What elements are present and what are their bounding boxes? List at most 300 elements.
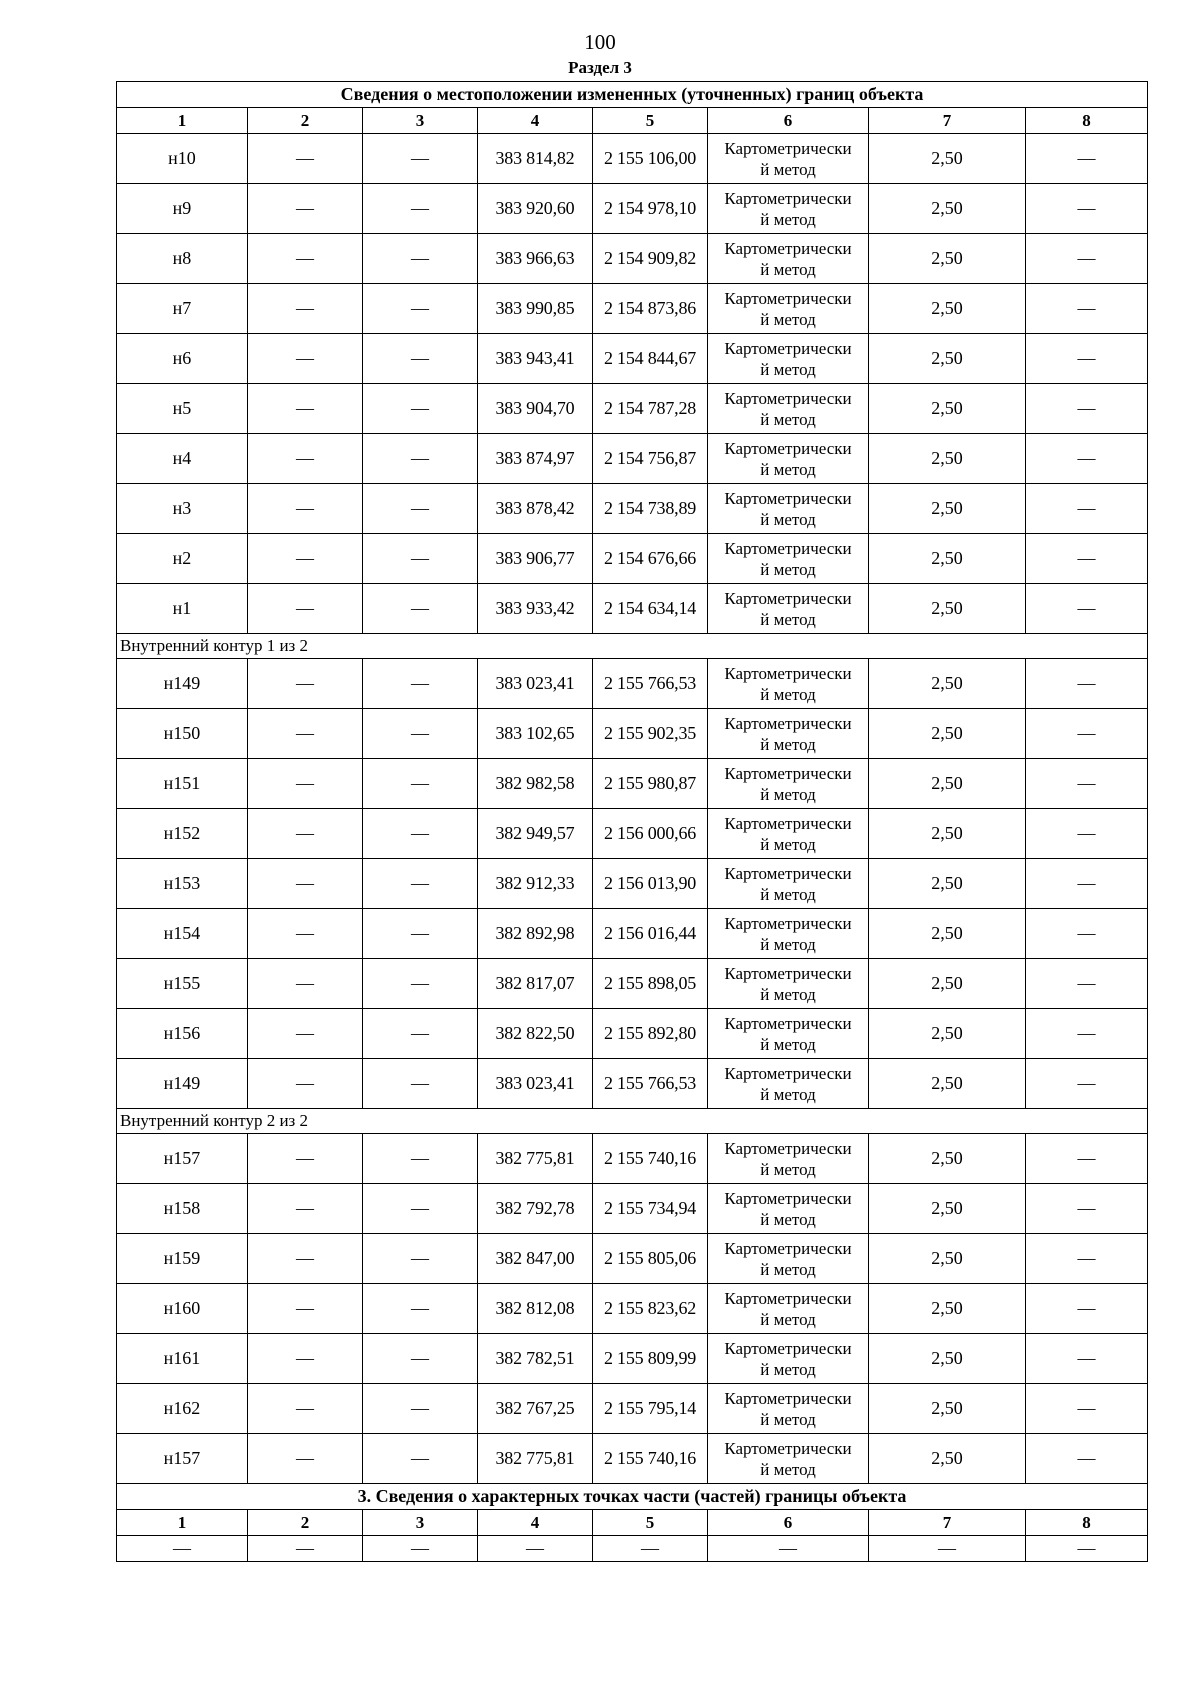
- method-line1: Картометрически: [724, 1063, 852, 1083]
- method-line2: й метод: [760, 884, 816, 904]
- coord-x: 383 023,41: [478, 1059, 593, 1109]
- coord-x: 383 904,70: [478, 384, 593, 434]
- cell-col8: —: [1026, 909, 1148, 959]
- cell-col3: —: [363, 484, 478, 534]
- cell-col3: —: [363, 1009, 478, 1059]
- coord-y: 2 154 676,66: [593, 534, 708, 584]
- cell-col2: —: [248, 434, 363, 484]
- method-line1: Картометрически: [724, 863, 852, 883]
- section2-title: 3. Сведения о характерных точках части (частей) границы объекта: [117, 1484, 1148, 1510]
- point-name: н152: [117, 809, 248, 859]
- cell-col3: —: [363, 1334, 478, 1384]
- table-row: [117, 1334, 1148, 1384]
- accuracy: 2,50: [869, 809, 1026, 859]
- cell-col8: —: [1026, 384, 1148, 434]
- column-number: 4: [478, 1510, 593, 1536]
- table-row: [117, 659, 1148, 709]
- cell-col2: —: [248, 709, 363, 759]
- method-cell: [708, 534, 869, 584]
- coord-x: 383 023,41: [478, 659, 593, 709]
- cell-col8: —: [1026, 1184, 1148, 1234]
- accuracy: 2,50: [869, 284, 1026, 334]
- cell-col8: —: [1026, 1009, 1148, 1059]
- cell-col2: —: [248, 534, 363, 584]
- method-line2: й метод: [760, 509, 816, 529]
- method-line1: Картометрически: [724, 488, 852, 508]
- table-row: [117, 959, 1148, 1009]
- coord-x: 383 933,42: [478, 584, 593, 634]
- coord-x: 382 822,50: [478, 1009, 593, 1059]
- coord-y: 2 155 805,06: [593, 1234, 708, 1284]
- point-name: н9: [117, 184, 248, 234]
- coord-x: 382 775,81: [478, 1134, 593, 1184]
- coord-x: 382 892,98: [478, 909, 593, 959]
- empty-cell: —: [869, 1536, 1026, 1562]
- accuracy: 2,50: [869, 909, 1026, 959]
- point-name: н158: [117, 1184, 248, 1234]
- coord-x: 382 767,25: [478, 1384, 593, 1434]
- cell-col3: —: [363, 384, 478, 434]
- method-cell: [708, 484, 869, 534]
- method-cell: [708, 284, 869, 334]
- method-line1: Картометрически: [724, 338, 852, 358]
- cell-col3: —: [363, 709, 478, 759]
- method-line2: й метод: [760, 209, 816, 229]
- method-line1: Картометрически: [724, 188, 852, 208]
- column-number: 5: [593, 108, 708, 134]
- accuracy: 2,50: [869, 384, 1026, 434]
- cell-col3: —: [363, 1434, 478, 1484]
- empty-cell: —: [708, 1536, 869, 1562]
- cell-col2: —: [248, 1384, 363, 1434]
- accuracy: 2,50: [869, 709, 1026, 759]
- accuracy: 2,50: [869, 134, 1026, 184]
- table-row: [117, 534, 1148, 584]
- table-row: [117, 1059, 1148, 1109]
- point-name: н156: [117, 1009, 248, 1059]
- cell-col3: —: [363, 1059, 478, 1109]
- coord-x: 383 814,82: [478, 134, 593, 184]
- table-row: [117, 284, 1148, 334]
- cell-col8: —: [1026, 334, 1148, 384]
- coord-y: 2 155 766,53: [593, 659, 708, 709]
- cell-col2: —: [248, 1134, 363, 1184]
- coord-y: 2 155 740,16: [593, 1434, 708, 1484]
- method-cell: [708, 1184, 869, 1234]
- coord-y: 2 155 809,99: [593, 1334, 708, 1384]
- table-row: [117, 134, 1148, 184]
- method-line1: Картометрически: [724, 1013, 852, 1033]
- cell-col8: —: [1026, 584, 1148, 634]
- method-line1: Картометрически: [724, 813, 852, 833]
- accuracy: 2,50: [869, 1234, 1026, 1284]
- method-line2: й метод: [760, 984, 816, 1004]
- contour-label: Внутренний контур 2 из 2: [117, 1109, 1148, 1134]
- method-line2: й метод: [760, 834, 816, 854]
- cell-col3: —: [363, 584, 478, 634]
- table-row: [117, 1384, 1148, 1434]
- cell-col2: —: [248, 659, 363, 709]
- method-line1: Картометрически: [724, 1238, 852, 1258]
- table-row: [117, 859, 1148, 909]
- method-line1: Картометрически: [724, 1388, 852, 1408]
- cell-col8: —: [1026, 234, 1148, 284]
- column-number-row: [117, 108, 1148, 134]
- cell-col2: —: [248, 909, 363, 959]
- cell-col3: —: [363, 1234, 478, 1284]
- coord-x: 383 906,77: [478, 534, 593, 584]
- coord-y: 2 154 634,14: [593, 584, 708, 634]
- cell-col2: —: [248, 759, 363, 809]
- cell-col3: —: [363, 809, 478, 859]
- method-cell: [708, 1384, 869, 1434]
- method-cell: [708, 709, 869, 759]
- coord-y: 2 155 734,94: [593, 1184, 708, 1234]
- cell-col3: —: [363, 184, 478, 234]
- accuracy: 2,50: [869, 1384, 1026, 1434]
- empty-cell: —: [363, 1536, 478, 1562]
- coord-y: 2 155 898,05: [593, 959, 708, 1009]
- point-name: н1: [117, 584, 248, 634]
- cell-col2: —: [248, 1234, 363, 1284]
- point-name: н154: [117, 909, 248, 959]
- coord-x: 383 920,60: [478, 184, 593, 234]
- method-cell: [708, 959, 869, 1009]
- method-cell: [708, 659, 869, 709]
- column-number: 8: [1026, 1510, 1148, 1536]
- cell-col3: —: [363, 534, 478, 584]
- accuracy: 2,50: [869, 184, 1026, 234]
- cell-col2: —: [248, 1434, 363, 1484]
- method-line1: Картометрически: [724, 288, 852, 308]
- table-row: [117, 1134, 1148, 1184]
- table-row: [117, 809, 1148, 859]
- accuracy: 2,50: [869, 659, 1026, 709]
- table-row: [117, 1009, 1148, 1059]
- coord-x: 382 812,08: [478, 1284, 593, 1334]
- point-name: н8: [117, 234, 248, 284]
- table-row: [117, 334, 1148, 384]
- coord-x: 382 847,00: [478, 1234, 593, 1284]
- page-number: 100: [584, 30, 616, 54]
- cell-col2: —: [248, 1184, 363, 1234]
- method-cell: [708, 1334, 869, 1384]
- accuracy: 2,50: [869, 959, 1026, 1009]
- method-cell: [708, 1009, 869, 1059]
- method-line2: й метод: [760, 159, 816, 179]
- point-name: н6: [117, 334, 248, 384]
- method-cell: [708, 234, 869, 284]
- cell-col3: —: [363, 1284, 478, 1334]
- method-cell: [708, 1434, 869, 1484]
- cell-col8: —: [1026, 659, 1148, 709]
- method-line2: й метод: [760, 1084, 816, 1104]
- boundary-table: [116, 81, 1148, 1562]
- empty-cell: —: [117, 1536, 248, 1562]
- section2-column-number-row: [117, 1510, 1148, 1536]
- coord-y: 2 154 844,67: [593, 334, 708, 384]
- cell-col8: —: [1026, 284, 1148, 334]
- method-line1: Картометрически: [724, 713, 852, 733]
- cell-col2: —: [248, 859, 363, 909]
- coord-x: 383 990,85: [478, 284, 593, 334]
- method-cell: [708, 1234, 869, 1284]
- method-line1: Картометрически: [724, 763, 852, 783]
- coord-x: 383 878,42: [478, 484, 593, 534]
- cell-col3: —: [363, 959, 478, 1009]
- accuracy: 2,50: [869, 1009, 1026, 1059]
- point-name: н149: [117, 659, 248, 709]
- coord-y: 2 155 766,53: [593, 1059, 708, 1109]
- column-number: 8: [1026, 108, 1148, 134]
- point-name: н162: [117, 1384, 248, 1434]
- table-row: [117, 234, 1148, 284]
- accuracy: 2,50: [869, 1059, 1026, 1109]
- empty-cell: —: [1026, 1536, 1148, 1562]
- point-name: н161: [117, 1334, 248, 1384]
- cell-col8: —: [1026, 1384, 1148, 1434]
- point-name: н3: [117, 484, 248, 534]
- method-line2: й метод: [760, 1409, 816, 1429]
- method-cell: [708, 184, 869, 234]
- coord-x: 382 982,58: [478, 759, 593, 809]
- method-cell: [708, 1134, 869, 1184]
- table-row: [117, 759, 1148, 809]
- table-row: [117, 184, 1148, 234]
- coord-y: 2 155 902,35: [593, 709, 708, 759]
- coord-y: 2 154 978,10: [593, 184, 708, 234]
- table-row: [117, 709, 1148, 759]
- coord-y: 2 155 795,14: [593, 1384, 708, 1434]
- cell-col3: —: [363, 1134, 478, 1184]
- cell-col2: —: [248, 584, 363, 634]
- method-line1: Картометрически: [724, 1288, 852, 1308]
- coord-x: 382 782,51: [478, 1334, 593, 1384]
- method-line1: Картометрически: [724, 1188, 852, 1208]
- cell-col3: —: [363, 134, 478, 184]
- cell-col2: —: [248, 284, 363, 334]
- point-name: н150: [117, 709, 248, 759]
- section-title: Раздел 3: [568, 58, 632, 77]
- method-cell: [708, 759, 869, 809]
- coord-x: 382 912,33: [478, 859, 593, 909]
- coord-x: 383 102,65: [478, 709, 593, 759]
- table-row: [117, 434, 1148, 484]
- cell-col8: —: [1026, 1334, 1148, 1384]
- table-body: [117, 82, 1148, 1562]
- cell-col3: —: [363, 234, 478, 284]
- method-line1: Картометрически: [724, 588, 852, 608]
- point-name: н2: [117, 534, 248, 584]
- point-name: н160: [117, 1284, 248, 1334]
- table-row: [117, 384, 1148, 434]
- coord-y: 2 154 756,87: [593, 434, 708, 484]
- accuracy: 2,50: [869, 1284, 1026, 1334]
- method-line2: й метод: [760, 409, 816, 429]
- cell-col2: —: [248, 384, 363, 434]
- point-name: н153: [117, 859, 248, 909]
- method-line2: й метод: [760, 1159, 816, 1179]
- method-cell: [708, 434, 869, 484]
- coord-y: 2 154 738,89: [593, 484, 708, 534]
- section2-title-row: [117, 1484, 1148, 1510]
- cell-col2: —: [248, 484, 363, 534]
- point-name: н7: [117, 284, 248, 334]
- column-number: 1: [117, 108, 248, 134]
- table-row: [117, 1234, 1148, 1284]
- table-row: [117, 1434, 1148, 1484]
- method-cell: [708, 859, 869, 909]
- coord-y: 2 154 787,28: [593, 384, 708, 434]
- column-number: 3: [363, 108, 478, 134]
- cell-col8: —: [1026, 484, 1148, 534]
- cell-col8: —: [1026, 134, 1148, 184]
- method-cell: [708, 334, 869, 384]
- accuracy: 2,50: [869, 759, 1026, 809]
- table-title: Сведения о местоположении измененных (уточненных) границ объекта: [117, 82, 1148, 108]
- method-line2: й метод: [760, 1259, 816, 1279]
- coord-x: 382 817,07: [478, 959, 593, 1009]
- cell-col2: —: [248, 1059, 363, 1109]
- method-line2: й метод: [760, 459, 816, 479]
- method-line2: й метод: [760, 734, 816, 754]
- method-line1: Картометрически: [724, 388, 852, 408]
- cell-col2: —: [248, 1334, 363, 1384]
- cell-col2: —: [248, 1284, 363, 1334]
- column-number: 3: [363, 1510, 478, 1536]
- point-name: н157: [117, 1134, 248, 1184]
- coord-x: 383 874,97: [478, 434, 593, 484]
- cell-col2: —: [248, 959, 363, 1009]
- method-line2: й метод: [760, 934, 816, 954]
- section2-empty-row: [117, 1536, 1148, 1562]
- method-line1: Картометрически: [724, 1338, 852, 1358]
- cell-col2: —: [248, 184, 363, 234]
- point-name: н5: [117, 384, 248, 434]
- point-name: н149: [117, 1059, 248, 1109]
- point-name: н157: [117, 1434, 248, 1484]
- cell-col2: —: [248, 134, 363, 184]
- method-line2: й метод: [760, 1459, 816, 1479]
- method-line1: Картометрически: [724, 438, 852, 458]
- column-number: 2: [248, 108, 363, 134]
- method-line2: й метод: [760, 684, 816, 704]
- accuracy: 2,50: [869, 334, 1026, 384]
- empty-cell: —: [593, 1536, 708, 1562]
- column-number: 1: [117, 1510, 248, 1536]
- column-number: 7: [869, 108, 1026, 134]
- point-name: н151: [117, 759, 248, 809]
- column-number: 7: [869, 1510, 1026, 1536]
- method-line1: Картометрически: [724, 913, 852, 933]
- accuracy: 2,50: [869, 1334, 1026, 1384]
- accuracy: 2,50: [869, 1134, 1026, 1184]
- coord-x: 383 943,41: [478, 334, 593, 384]
- method-line2: й метод: [760, 1034, 816, 1054]
- contour-label-row: [117, 1109, 1148, 1134]
- method-cell: [708, 1284, 869, 1334]
- accuracy: 2,50: [869, 1184, 1026, 1234]
- coord-y: 2 156 000,66: [593, 809, 708, 859]
- cell-col8: —: [1026, 1434, 1148, 1484]
- cell-col8: —: [1026, 1134, 1148, 1184]
- coord-x: 383 966,63: [478, 234, 593, 284]
- cell-col3: —: [363, 909, 478, 959]
- accuracy: 2,50: [869, 1434, 1026, 1484]
- method-line2: й метод: [760, 784, 816, 804]
- point-name: н159: [117, 1234, 248, 1284]
- method-line1: Картометрически: [724, 963, 852, 983]
- cell-col8: —: [1026, 534, 1148, 584]
- method-cell: [708, 134, 869, 184]
- method-cell: [708, 809, 869, 859]
- table-row: [117, 1184, 1148, 1234]
- method-line1: Картометрически: [724, 138, 852, 158]
- cell-col8: —: [1026, 759, 1148, 809]
- method-cell: [708, 1059, 869, 1109]
- method-line2: й метод: [760, 309, 816, 329]
- method-line2: й метод: [760, 609, 816, 629]
- coord-y: 2 156 013,90: [593, 859, 708, 909]
- table-title-row: [117, 82, 1148, 108]
- coord-y: 2 155 106,00: [593, 134, 708, 184]
- column-number: 2: [248, 1510, 363, 1536]
- empty-cell: —: [478, 1536, 593, 1562]
- method-line2: й метод: [760, 259, 816, 279]
- method-cell: [708, 584, 869, 634]
- cell-col8: —: [1026, 1234, 1148, 1284]
- cell-col8: —: [1026, 434, 1148, 484]
- method-line2: й метод: [760, 1209, 816, 1229]
- method-line1: Картометрически: [724, 1138, 852, 1158]
- table-row: [117, 484, 1148, 534]
- cell-col8: —: [1026, 184, 1148, 234]
- coord-y: 2 155 823,62: [593, 1284, 708, 1334]
- coord-x: 382 792,78: [478, 1184, 593, 1234]
- cell-col3: —: [363, 1184, 478, 1234]
- method-line1: Картометрически: [724, 538, 852, 558]
- coord-x: 382 949,57: [478, 809, 593, 859]
- contour-label-row: [117, 634, 1148, 659]
- empty-cell: —: [248, 1536, 363, 1562]
- accuracy: 2,50: [869, 584, 1026, 634]
- point-name: н155: [117, 959, 248, 1009]
- accuracy: 2,50: [869, 484, 1026, 534]
- accuracy: 2,50: [869, 434, 1026, 484]
- method-line1: Картометрически: [724, 1438, 852, 1458]
- column-number: 4: [478, 108, 593, 134]
- method-cell: [708, 909, 869, 959]
- point-name: н10: [117, 134, 248, 184]
- method-line2: й метод: [760, 559, 816, 579]
- table-row: [117, 584, 1148, 634]
- cell-col8: —: [1026, 859, 1148, 909]
- cell-col2: —: [248, 1009, 363, 1059]
- cell-col8: —: [1026, 959, 1148, 1009]
- table-row: [117, 909, 1148, 959]
- cell-col8: —: [1026, 809, 1148, 859]
- coord-y: 2 155 980,87: [593, 759, 708, 809]
- accuracy: 2,50: [869, 234, 1026, 284]
- method-line2: й метод: [760, 1309, 816, 1329]
- column-number: 5: [593, 1510, 708, 1536]
- accuracy: 2,50: [869, 859, 1026, 909]
- cell-col3: —: [363, 759, 478, 809]
- cell-col3: —: [363, 284, 478, 334]
- method-line2: й метод: [760, 1359, 816, 1379]
- coord-y: 2 154 909,82: [593, 234, 708, 284]
- method-line2: й метод: [760, 359, 816, 379]
